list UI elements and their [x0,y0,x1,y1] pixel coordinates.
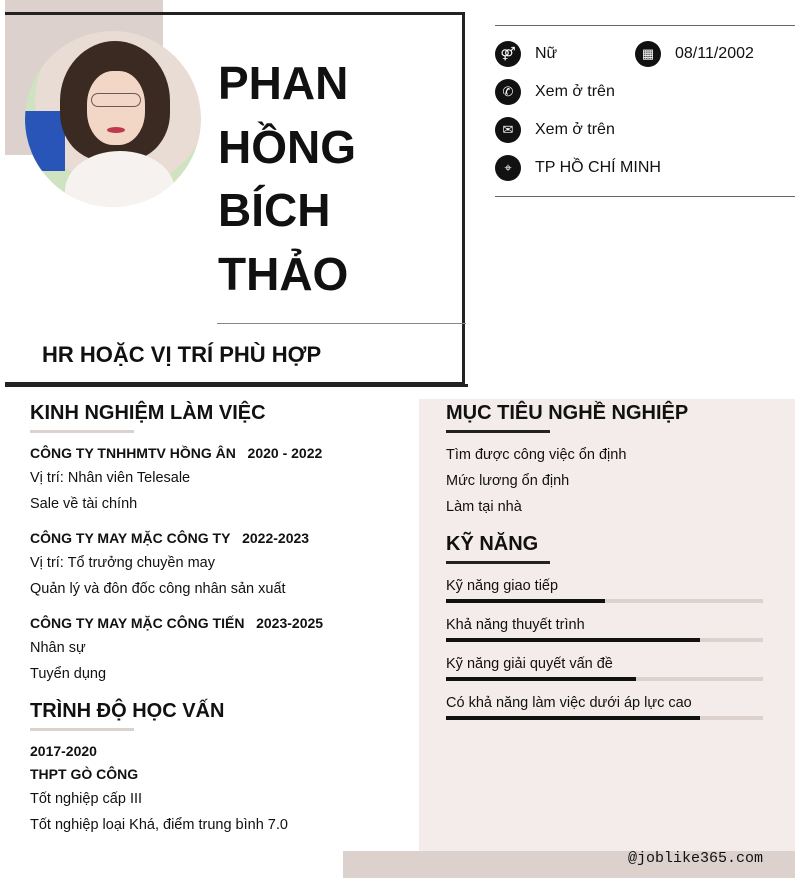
skill-label: Có khả năng làm việc dưới áp lực cao [446,695,692,711]
objective-underline [446,430,550,433]
frame-bottom-rule [5,384,468,387]
avatar-sleeve [25,111,65,171]
company-name: CÔNG TY MAY MẶC CÔNG TIẾN [30,615,245,631]
name-line: PHAN [218,57,349,109]
avatar-lips [107,127,125,133]
skill-bar-fill [446,716,700,720]
experience-title: KINH NGHIỆM LÀM VIỆC [30,402,266,424]
experience-underline [30,430,134,433]
objective-line: Làm tại nhà [446,499,522,515]
avatar-body [65,151,175,207]
objective-title: MỤC TIÊU NGHỀ NGHIỆP [446,402,689,424]
gender-value: Nữ [535,45,558,62]
avatar-face [87,71,145,145]
avatar [25,31,201,207]
contact-birthdate [635,41,754,67]
skill-bar-fill [446,638,700,642]
education-line: Tốt nghiệp loại Khá, điểm trung bình 7.0 [30,817,288,833]
job-company [30,445,322,461]
full-name [218,52,458,306]
skill-label: Khả năng thuyết trình [446,617,585,633]
job-period: 2022-2023 [242,530,310,546]
contact-phone [495,79,615,105]
skill-bar [446,716,763,720]
job-company [30,530,309,546]
job-title: HR HOẶC VỊ TRÍ PHÙ HỢP [42,342,322,367]
email-value: Xem ở trên [535,121,615,138]
education-period: 2017-2020 [30,743,97,759]
job-line: Vị trí: Nhân viên Telesale [30,470,191,486]
company-name: CÔNG TY TNHHMTV HỒNG ÂN [30,445,236,461]
skill-bar-fill [446,599,605,603]
gender-icon: ⚤ [495,41,521,67]
name-line: THẢO [218,247,349,300]
location-value: TP HỒ CHÍ MINH [535,159,661,176]
contact-email [495,117,615,143]
skill-label: Kỹ năng giao tiếp [446,578,559,594]
objective-line: Tìm được công việc ổn định [446,447,627,463]
skill-bar [446,638,763,642]
job-line: Nhân sự [30,640,86,656]
skill-bar [446,677,763,681]
job-line: Vị trí: Tổ trưởng chuyền may [30,555,215,571]
skill-bar [446,599,763,603]
name-line: BÍCH [218,184,331,236]
skills-title: KỸ NĂNG [446,533,539,555]
education-line: Tốt nghiệp cấp III [30,791,143,807]
mail-icon: ✉ [495,117,521,143]
phone-icon: ✆ [495,79,521,105]
job-line: Quản lý và đôn đốc công nhân sản xuất [30,581,286,597]
contact-gender [495,41,557,67]
job-period: 2020 - 2022 [247,445,323,461]
name-divider [217,323,466,324]
job-line: Sale về tài chính [30,496,138,512]
phone-value: Xem ở trên [535,83,615,100]
job-line: Tuyển dụng [30,666,107,682]
calendar-icon: ▦ [635,41,661,67]
skill-label: Kỹ năng giải quyết vấn đề [446,656,613,672]
job-period: 2023-2025 [256,615,324,631]
objective-line: Mức lương ổn định [446,473,570,489]
job-company [30,615,323,631]
birthdate-value: 08/11/2002 [675,45,754,62]
watermark: @joblike365.com [628,850,764,867]
education-school: THPT GÒ CÔNG [30,766,139,782]
avatar-glasses [91,93,141,107]
education-title: TRÌNH ĐỘ HỌC VẤN [30,700,225,722]
contact-bottom-rule [495,196,795,197]
skills-underline [446,561,550,564]
company-name: CÔNG TY MAY MẶC CÔNG TY [30,530,231,546]
name-line: HỒNG [218,120,356,173]
contact-top-rule [495,25,795,26]
education-underline [30,728,134,731]
location-icon: ⌖ [495,155,521,181]
skill-bar-fill [446,677,636,681]
contact-location [495,155,661,181]
